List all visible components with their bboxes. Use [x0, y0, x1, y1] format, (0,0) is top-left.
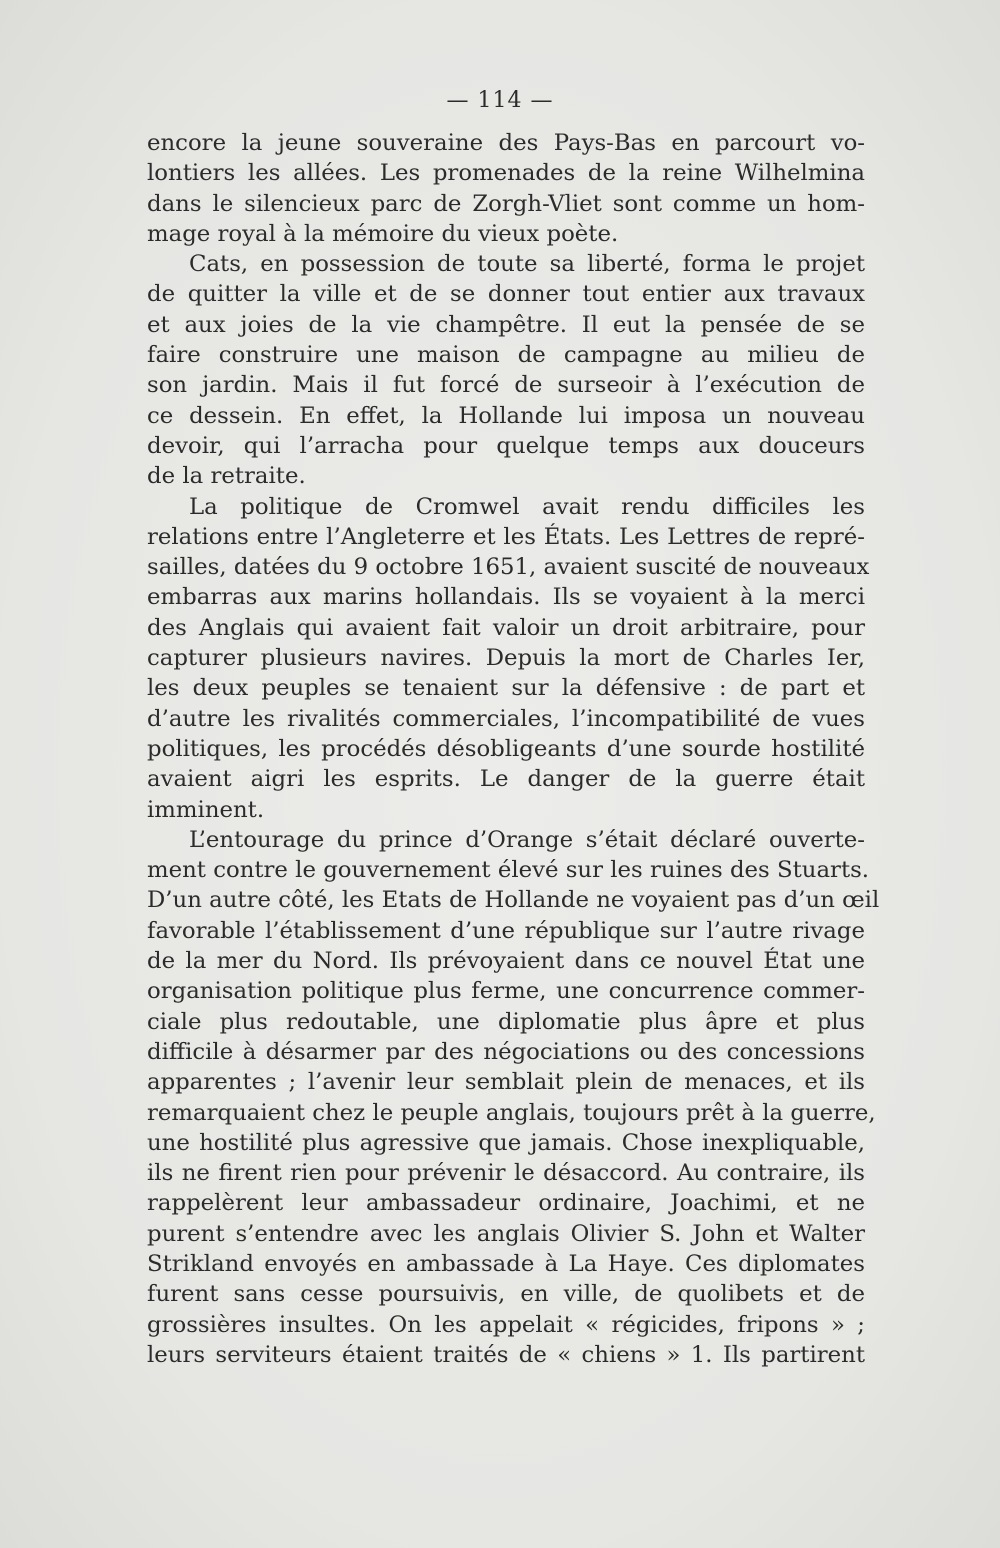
text-line: organisation politique plus ferme, une concurrence commer-	[147, 978, 865, 1005]
text-line: Cats, en possession de toute sa liberté, forma le projet	[189, 251, 865, 278]
text-line: remarquaient chez le peuple anglais, toujours prêt à la guerre,	[147, 1099, 876, 1126]
body-text	[147, 128, 880, 1370]
text-line: encore la jeune souveraine des Pays-Bas en parcourt vo-	[147, 130, 865, 156]
text-line: mage royal à la mémoire du vieux poète.	[147, 220, 619, 247]
text-line: D’un autre côté, les Etats de Hollande ne voyaient pas d’un œil	[147, 887, 880, 914]
text-line: politiques, les procédés désobligeants d’une sourde hostilité	[147, 735, 865, 762]
text-line: faire construire une maison de campagne au milieu de	[147, 342, 865, 369]
text-line: devoir, qui l’arracha pour quelque temps aux douceurs	[147, 432, 865, 459]
text-line: avaient aigri les esprits. Le danger de la guerre était	[147, 766, 865, 793]
text-line: sailles, datées du 9 octobre 1651, avaient suscité de nouveaux	[147, 554, 870, 581]
text-line: dans le silencieux parc de Zorgh-Vliet sont comme un hom-	[147, 190, 865, 217]
text-line: ce dessein. En effet, la Hollande lui imposa un nouveau	[147, 402, 865, 429]
text-line: rappelèrent leur ambassadeur ordinaire, Joachimi, et ne	[147, 1190, 865, 1217]
text-line: difficile à désarmer par des négociations ou des concessions	[147, 1038, 865, 1065]
text-line: La politique de Cromwel avait rendu difficiles les	[189, 493, 865, 520]
text-line: favorable l’établissement d’une république sur l’autre rivage	[147, 917, 865, 944]
text-line: apparentes ; l’avenir leur semblait plein de menaces, et ils	[147, 1069, 865, 1096]
text-line: Strikland envoyés en ambassade à La Haye. Ces diplomates	[147, 1250, 865, 1277]
text-line: purent s’entendre avec les anglais Olivier S. John et Walter	[147, 1220, 865, 1247]
text-line: imminent.	[147, 796, 265, 823]
text-line: des Anglais qui avaient fait valoir un droit arbitraire, pour	[147, 614, 865, 641]
text-line: de quitter la ville et de se donner tout entier aux travaux	[147, 281, 865, 308]
text-line: ils ne firent rien pour prévenir le désaccord. Au contraire, ils	[147, 1160, 865, 1187]
text-line: ment contre le gouvernement élevé sur les ruines des Stuarts.	[147, 857, 870, 884]
text-line: d’autre les rivalités commerciales, l’incompatibilité de vues	[147, 705, 865, 732]
text-line: de la mer du Nord. Ils prévoyaient dans ce nouvel État une	[147, 948, 865, 975]
text-line: leurs serviteurs étaient traités de « chiens » 1. Ils partirent	[147, 1341, 865, 1368]
text-line: embarras aux marins hollandais. Ils se voyaient à la merci	[147, 584, 865, 611]
text-line: une hostilité plus agressive que jamais. Chose inexpliquable,	[147, 1129, 865, 1156]
text-line: capturer plusieurs navires. Depuis la mort de Charles Ier,	[147, 645, 865, 672]
text-line: grossières insultes. On les appelait « régicides, fripons » ;	[147, 1311, 865, 1338]
text-line: de la retraite.	[147, 463, 306, 490]
text-line: les deux peuples se tenaient sur la défensive : de part et	[147, 675, 865, 702]
text-line: ciale plus redoutable, une diplomatie plus âpre et plus	[147, 1008, 865, 1035]
page-number: — 114 —	[446, 88, 554, 113]
text-line: lontiers les allées. Les promenades de la reine Wilhelmina	[147, 160, 865, 187]
text-line: son jardin. Mais il fut forcé de surseoir à l’exécution de	[147, 372, 865, 399]
text-line: furent sans cesse poursuivis, en ville, de quolibets et de	[147, 1281, 865, 1308]
text-line: relations entre l’Angleterre et les États. Les Lettres de repré-	[147, 523, 865, 550]
text-line: et aux joies de la vie champêtre. Il eut la pensée de se	[147, 311, 865, 338]
text-line: L’entourage du prince d’Orange s’était déclaré ouverte-	[189, 826, 865, 853]
